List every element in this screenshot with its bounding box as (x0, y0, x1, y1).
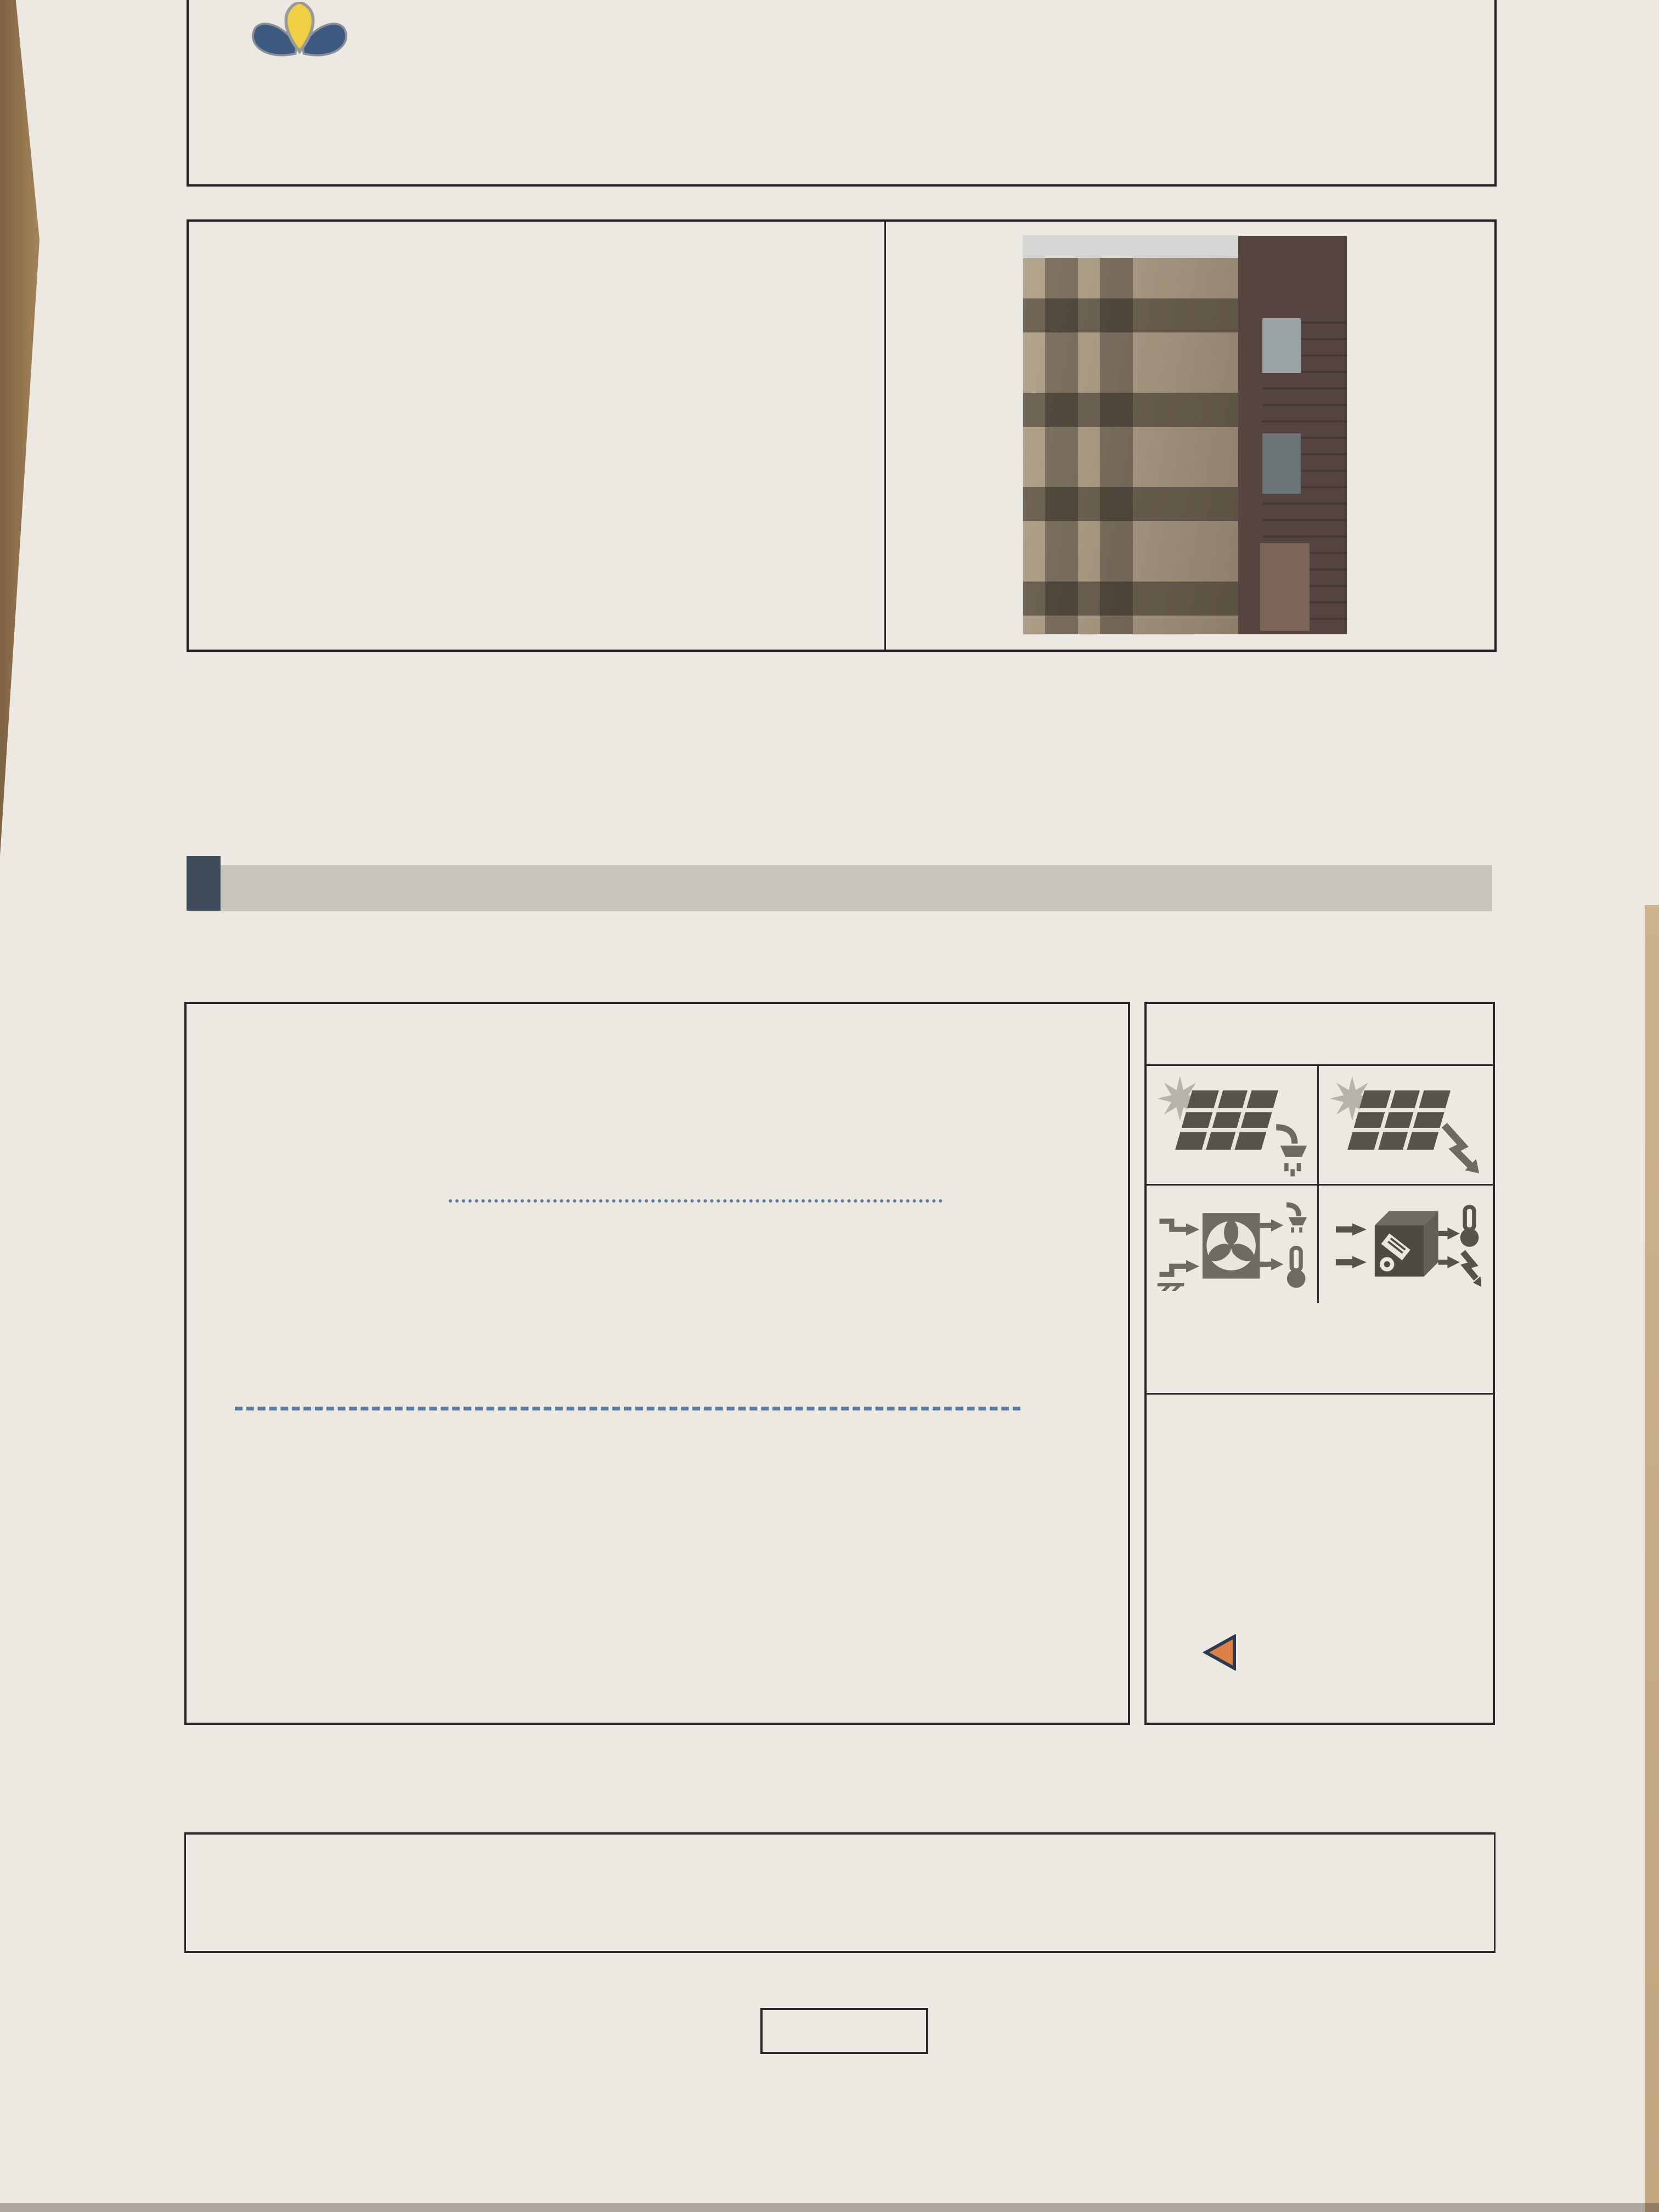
identification-divider (884, 222, 886, 650)
class-row-d (229, 1330, 257, 1406)
solar-thermal-icon (1147, 1066, 1317, 1184)
class-row-g (229, 1577, 257, 1652)
heat-pump-icon (1147, 1186, 1317, 1304)
class-row-b (229, 1165, 257, 1241)
class-row-f (229, 1494, 257, 1570)
consumption-row-per-m2 (186, 1853, 1494, 1886)
section-band (187, 865, 1492, 911)
new-build-dashed-line (449, 1199, 943, 1203)
consumption-table (184, 1832, 1496, 1953)
class-arrow-g (229, 1577, 257, 1652)
table-wood-edge-right (1645, 905, 1659, 2212)
photo-building-facade (1023, 258, 1238, 634)
co2-emissions-section (1147, 1396, 1493, 1723)
region-logo (217, 2, 382, 84)
renewable-energy-title (1147, 1004, 1493, 1066)
energy-class-chart (184, 1002, 1130, 1725)
page-bottom-shadow (0, 2203, 1659, 2212)
header-box (187, 0, 1497, 187)
page-number-box (760, 2008, 928, 2054)
class-arrow-a (229, 1080, 257, 1156)
class-arrow-f (229, 1494, 257, 1570)
building-photo (1023, 236, 1347, 634)
solar-pv-icon (1319, 1066, 1489, 1184)
cogeneration-icon (1319, 1186, 1489, 1304)
class-row-c (229, 1248, 257, 1323)
class-arrow-b (229, 1165, 257, 1241)
class-arrow-e (229, 1412, 257, 1488)
table-wood-edge-left (0, 0, 40, 856)
co2-gauge (1178, 1437, 1198, 1646)
section-band-square (187, 856, 221, 911)
average-dashed-line (235, 1407, 1020, 1410)
class-arrow-d (229, 1330, 257, 1406)
iris-flower-icon (247, 2, 352, 84)
renewable-icons-grid (1147, 1066, 1493, 1303)
consumption-row-total (186, 1903, 1494, 1936)
class-row-e (229, 1412, 257, 1488)
gauge-pointer-icon (1201, 1634, 1237, 1671)
renewable-note (1147, 1303, 1493, 1395)
class-row-a (229, 1080, 257, 1156)
specific-indicators-panel (1144, 1002, 1495, 1725)
photo-brick-building (1238, 236, 1347, 634)
class-arrow-c (229, 1248, 257, 1323)
